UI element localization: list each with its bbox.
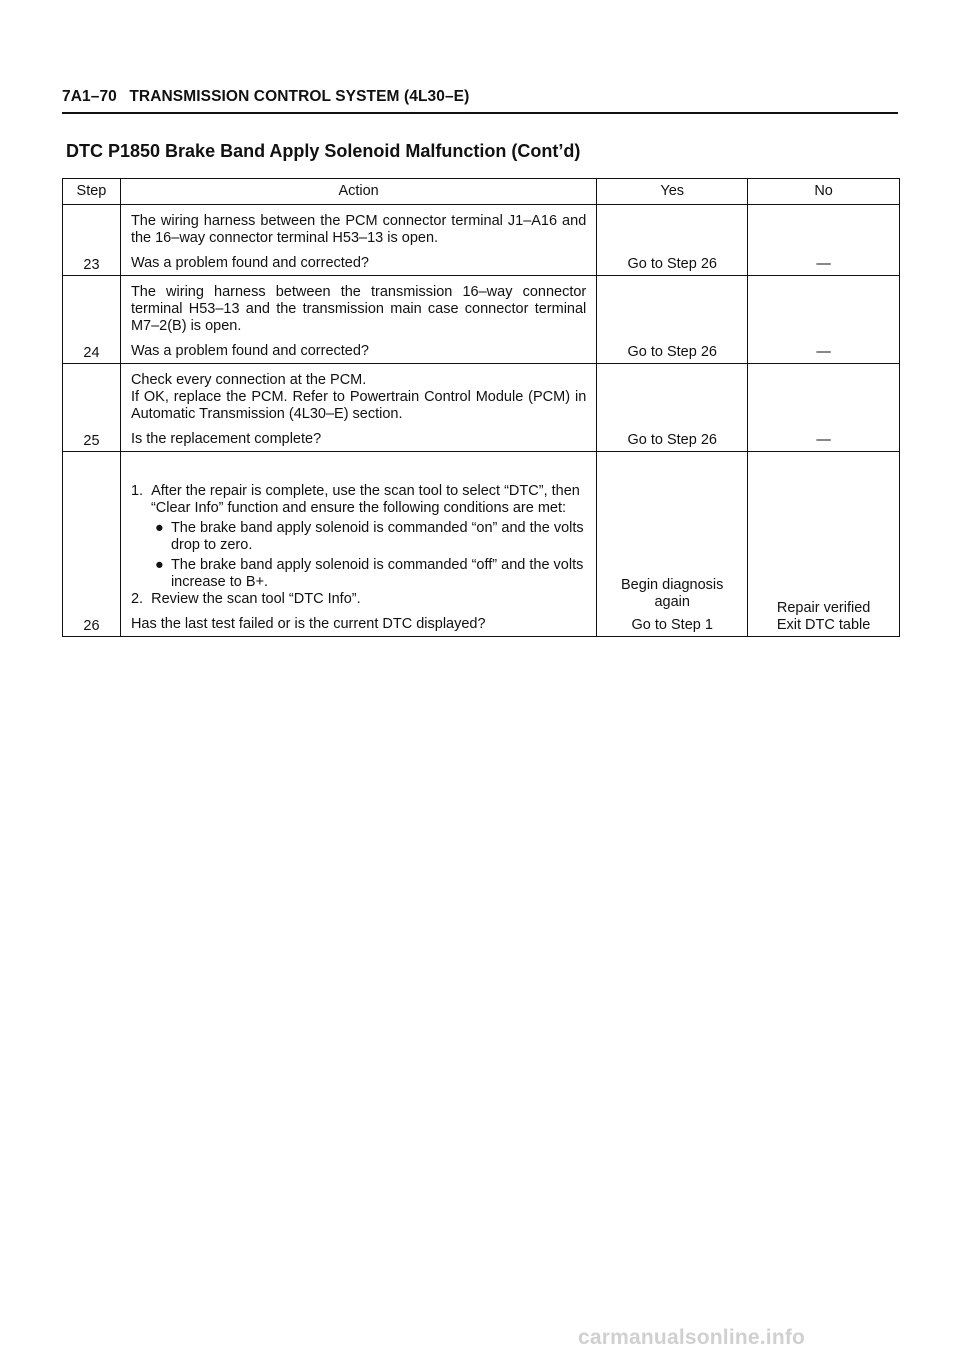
no-text: Repair verified — [776, 600, 871, 616]
action-question: Was a problem found and corrected? — [130, 343, 369, 359]
table-header-row — [63, 179, 900, 205]
bullet-item — [131, 520, 586, 554]
yes-cell: Go to Step 26 — [597, 205, 748, 276]
column-header-action: Action — [120, 179, 596, 205]
no-cell — [748, 452, 900, 637]
page-title: DTC P1850 Brake Band Apply Solenoid Malfunction (Cont’d) — [66, 141, 581, 161]
action-cell — [120, 452, 596, 637]
numbered-item — [131, 483, 586, 517]
bullet-text: The brake band apply solenoid is commanded “off” and the volts increase to B+. — [170, 557, 584, 590]
action-text: If OK, replace the PCM. Refer to Powertrain Control Module (PCM) in Automatic Transmission (4L30–E) section. — [130, 389, 587, 422]
table-row — [63, 452, 900, 637]
table-row — [63, 205, 900, 276]
no-cell: — — [748, 205, 900, 276]
bullet-icon: ● — [154, 520, 164, 536]
yes-cell: Go to Step 26 — [597, 364, 748, 452]
bullet-text: The brake band apply solenoid is commanded “on” and the volts drop to zero. — [170, 520, 584, 553]
yes-text: Go to Step 1 — [631, 617, 713, 633]
action-text: Check every connection at the PCM. — [130, 372, 367, 388]
item-text: After the repair is complete, use the scan tool to select “DTC”, then “Clear Info” function and ensure the following conditions are met: — [150, 483, 580, 516]
item-number: 2. — [130, 591, 144, 607]
action-question: Is the replacement complete? — [130, 431, 322, 447]
yes-cell — [597, 452, 748, 637]
action-cell — [120, 276, 596, 364]
no-text: Exit DTC table — [776, 617, 871, 633]
yes-cell: Go to Step 26 — [597, 276, 748, 364]
no-cell: — — [748, 276, 900, 364]
no-cell: — — [748, 364, 900, 452]
table-row — [63, 364, 900, 452]
watermark-footer: carmanualsonline.info — [578, 1326, 806, 1349]
step-number: 26 — [63, 452, 121, 637]
bullet-item — [131, 557, 586, 591]
item-text: Review the scan tool “DTC Info”. — [151, 591, 361, 607]
section-title: TRANSMISSION CONTROL SYSTEM (4L30–E) — [129, 88, 470, 105]
page-code: 7A1–70 — [62, 88, 117, 105]
column-header-step: Step — [63, 179, 121, 205]
action-text: The wiring harness between the transmission 16–way connector terminal H53–13 and the transmission main case connector terminal M7–2(B) is open. — [130, 284, 587, 334]
table-row — [63, 276, 900, 364]
step-number: 23 — [63, 205, 121, 276]
action-cell — [120, 364, 596, 452]
column-header-yes: Yes — [597, 179, 748, 205]
action-text: The wiring harness between the PCM connector terminal J1–A16 and the 16–way connector terminal H53–13 is open. — [130, 213, 587, 246]
numbered-item — [131, 591, 586, 608]
step-number: 24 — [63, 276, 121, 364]
action-question: Was a problem found and corrected? — [130, 255, 369, 271]
bullet-icon: ● — [154, 557, 164, 573]
step-number: 25 — [63, 364, 121, 452]
yes-text: Begin diagnosis again — [621, 577, 724, 610]
action-cell — [120, 205, 596, 276]
page-header — [62, 88, 898, 114]
action-question: Has the last test failed or is the current DTC displayed? — [130, 616, 486, 632]
item-number: 1. — [130, 483, 144, 499]
column-header-no: No — [748, 179, 900, 205]
diagnostic-table — [62, 178, 900, 637]
